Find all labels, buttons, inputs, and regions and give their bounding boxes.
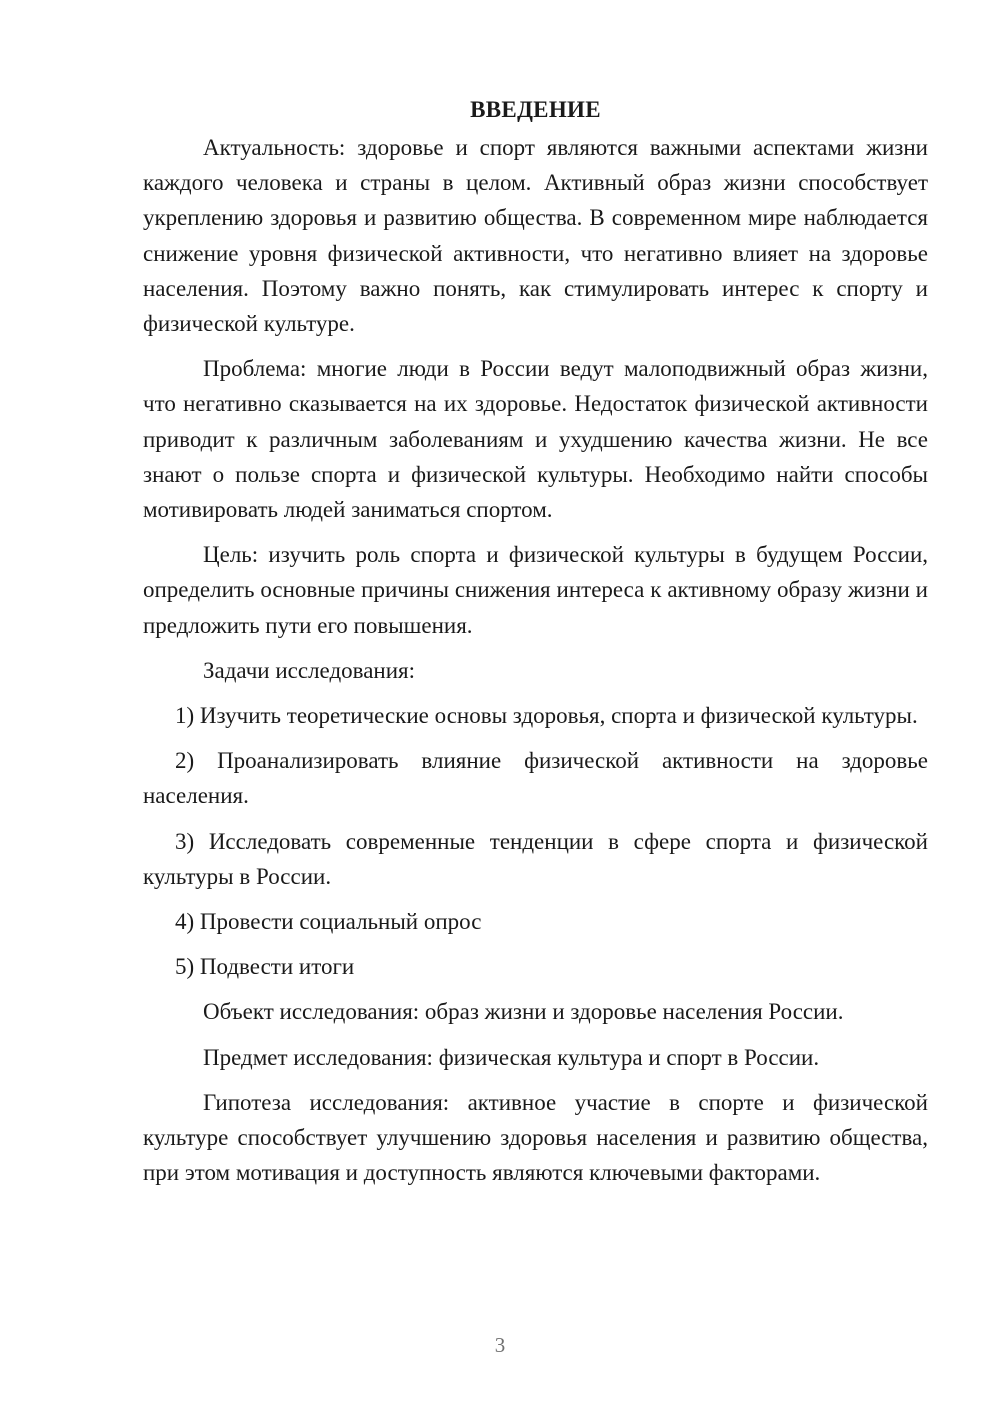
task-item: 4) Провести социальный опрос bbox=[175, 909, 482, 935]
subject-paragraph: Предмет исследования: физическая культура и спорт в России. bbox=[203, 1044, 820, 1070]
task-item: 3) Исследовать современные тенденции в сфере спорта и физической культуры в России. bbox=[143, 828, 928, 889]
goal-paragraph: Цель: изучить роль спорта и физической культуры в будущем России, определить основные причины снижения интереса к активному образу жизни и предложить пути его повышения. bbox=[143, 542, 928, 638]
page-number: 3 bbox=[494, 1333, 506, 1357]
object-paragraph: Объект исследования: образ жизни и здоровье населения России. bbox=[203, 999, 844, 1025]
task-item: 2) Проанализировать влияние физической активности на здоровье населения. bbox=[143, 748, 928, 809]
document-page bbox=[143, 92, 928, 1200]
task-item: 5) Подвести итоги bbox=[175, 954, 355, 980]
page-title: ВВЕДЕНИЕ bbox=[470, 97, 601, 122]
relevance-paragraph: Актуальность: здоровье и спорт являются важными аспектами жизни каждого человека и страны в целом. Активный образ жизни способствует укреплению здоровья и развитию общества. В современном мире наблюдается снижение уровня физической активности, что негативно влияет на здоровье населения. Поэтому важно понять, как стимулировать интерес к спорту и физической культуре. bbox=[143, 135, 928, 337]
problem-paragraph: Проблема: многие люди в России ведут малоподвижный образ жизни, что негативно сказывается на их здоровье. Недостаток физической активности приводит к различным заболеваниям и ухудшению качества жизни. Не все знают о пользе спорта и физической культуры. Необходимо найти способы мотивировать людей заниматься спортом. bbox=[143, 356, 928, 523]
tasks-heading: Задачи исследования: bbox=[203, 657, 416, 683]
hypothesis-paragraph: Гипотеза исследования: активное участие в спорте и физической культуре способствует улучшению здоровья населения и развитию общества, при этом мотивация и доступность являются ключевыми факторами. bbox=[143, 1089, 928, 1186]
tasks-list bbox=[143, 698, 928, 984]
task-item: 1) Изучить теоретические основы здоровья, спорта и физической культуры. bbox=[175, 703, 918, 729]
